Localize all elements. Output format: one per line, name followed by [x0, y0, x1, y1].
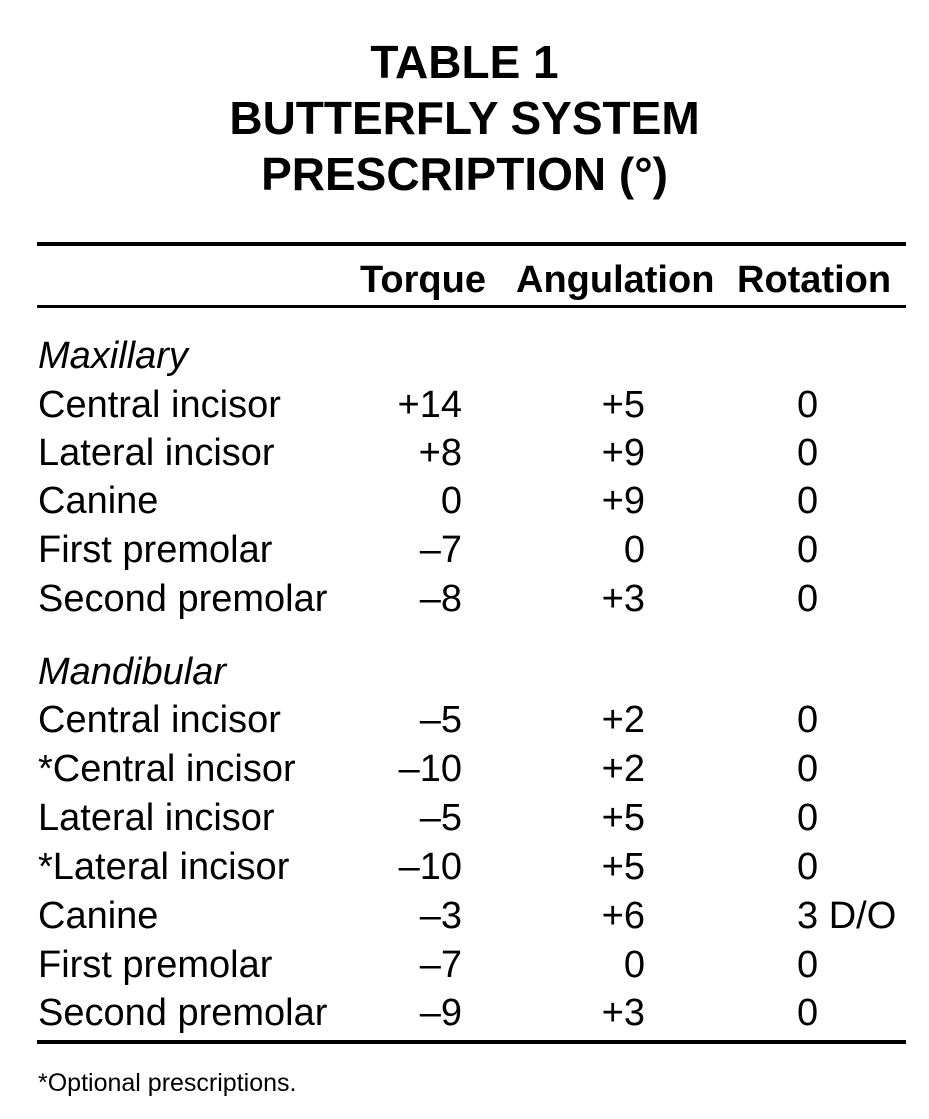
table-row	[0, 526, 929, 574]
row-angulation: +6	[601, 895, 645, 937]
table-title-line-3: PRESCRIPTION (°)	[261, 148, 668, 200]
row-rotation: 0	[797, 944, 819, 986]
header-rule	[37, 305, 906, 308]
footnote: *Optional prescriptions.	[38, 1069, 297, 1097]
row-torque: –3	[419, 895, 462, 937]
table-row	[0, 989, 929, 1037]
row-rotation: 0	[797, 846, 819, 888]
section-label-maxillary: Maxillary	[38, 335, 188, 377]
row-name: Central incisor	[38, 699, 281, 741]
table-title	[0, 34, 929, 202]
row-torque: –8	[419, 578, 462, 620]
row-name: Second premolar	[38, 578, 328, 620]
row-torque: –5	[419, 699, 462, 741]
row-rotation: 0	[797, 748, 819, 790]
table-row	[0, 381, 929, 429]
table-row	[0, 794, 929, 842]
row-torque: –5	[419, 797, 462, 839]
table-row	[0, 477, 929, 525]
row-angulation: +3	[601, 578, 645, 620]
row-angulation: +5	[601, 797, 645, 839]
column-header-rotation: Rotation	[737, 259, 892, 301]
row-name: *Lateral incisor	[38, 846, 290, 888]
row-torque: –9	[419, 992, 462, 1034]
row-name: First premolar	[38, 529, 273, 571]
row-rotation: 0	[797, 480, 819, 522]
section-label-mandibular: Mandibular	[38, 651, 226, 693]
row-rotation: 0	[797, 699, 819, 741]
row-rotation: 0	[797, 432, 819, 474]
table-row	[0, 696, 929, 744]
table-title-line-1: TABLE 1	[370, 36, 559, 88]
row-name: Central incisor	[38, 384, 281, 426]
row-angulation: +2	[601, 748, 645, 790]
row-angulation: 0	[623, 944, 645, 986]
row-name: Second premolar	[38, 992, 328, 1034]
row-angulation: +5	[601, 384, 645, 426]
table-title-line-2: BUTTERFLY SYSTEM	[229, 92, 700, 144]
row-name: Canine	[38, 480, 159, 522]
table-row	[0, 843, 929, 891]
row-torque: –10	[398, 748, 462, 790]
row-torque: 0	[440, 480, 462, 522]
row-angulation: +9	[601, 432, 645, 474]
table-bottom-rule	[37, 1040, 906, 1044]
row-rotation: 0	[797, 992, 819, 1034]
row-angulation: 0	[623, 529, 645, 571]
row-rotation: 0	[797, 578, 819, 620]
row-name: Lateral incisor	[38, 432, 275, 474]
row-angulation: +2	[601, 699, 645, 741]
column-header-torque: Torque	[360, 259, 486, 301]
table-row	[0, 941, 929, 989]
row-rotation: 0	[797, 797, 819, 839]
row-angulation: +3	[601, 992, 645, 1034]
table-row	[0, 745, 929, 793]
row-name: Canine	[38, 895, 159, 937]
column-header-angulation: Angulation	[516, 259, 715, 301]
row-torque: +8	[418, 432, 462, 474]
row-torque: –10	[398, 846, 462, 888]
table-row	[0, 892, 929, 940]
row-name: *Central incisor	[38, 748, 296, 790]
row-angulation: +9	[601, 480, 645, 522]
row-rotation: 0	[797, 529, 819, 571]
row-rotation: 3 D/O	[797, 895, 897, 937]
table-row	[0, 429, 929, 477]
row-torque: –7	[419, 944, 462, 986]
row-torque: –7	[419, 529, 462, 571]
row-name: First premolar	[38, 944, 273, 986]
row-torque: +14	[397, 384, 462, 426]
table-row	[0, 575, 929, 623]
row-rotation: 0	[797, 384, 819, 426]
row-name: Lateral incisor	[38, 797, 275, 839]
table-top-rule	[37, 242, 906, 246]
row-angulation: +5	[601, 846, 645, 888]
